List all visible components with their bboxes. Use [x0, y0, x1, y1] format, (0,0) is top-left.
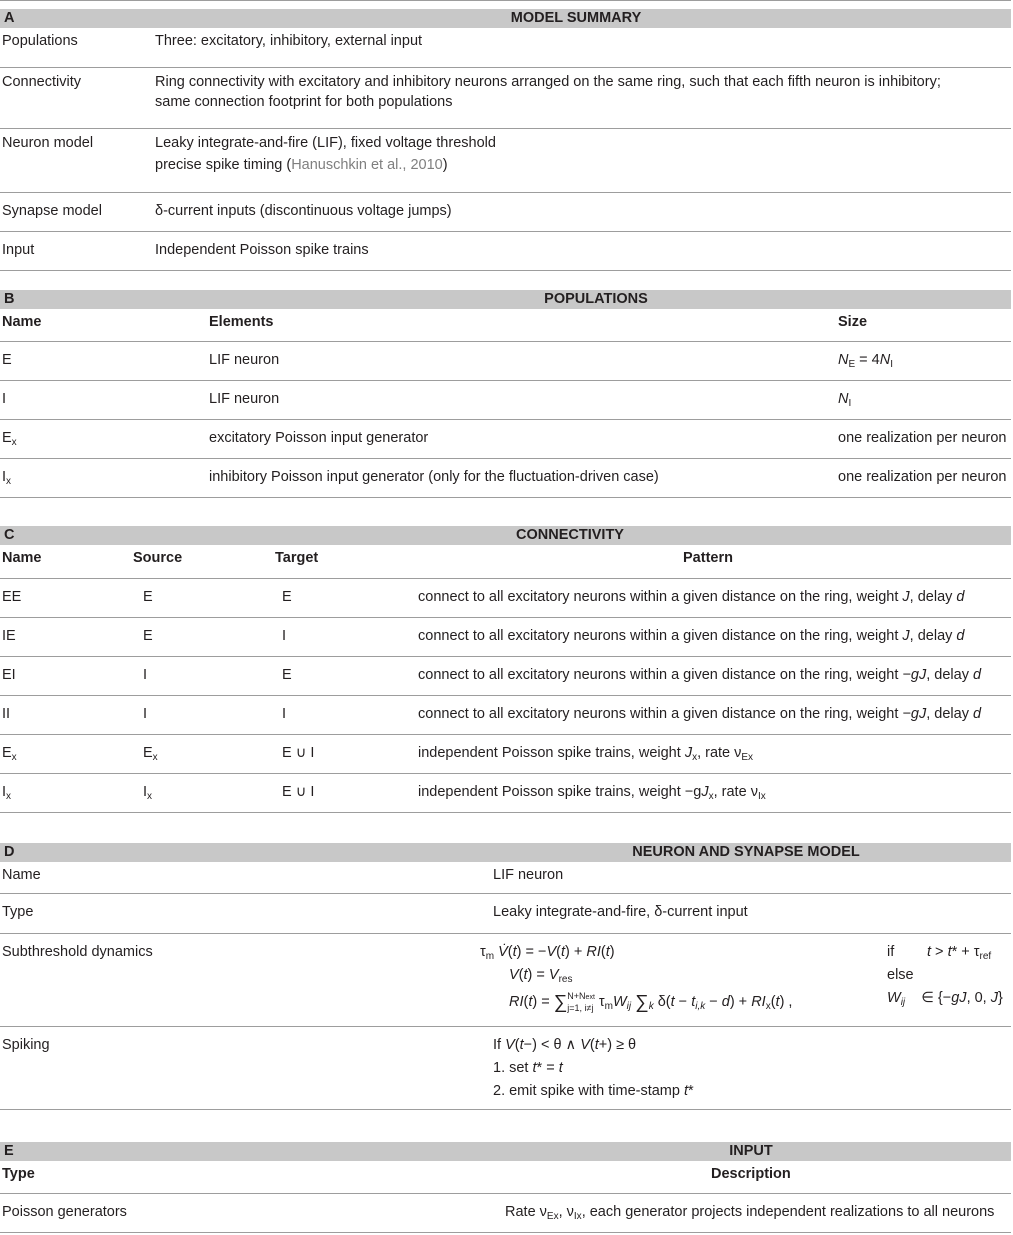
conn-source: E — [143, 628, 153, 644]
column-header: Name — [2, 550, 42, 566]
row-label: Type — [2, 904, 34, 920]
section-header — [0, 9, 1011, 28]
section-populations — [0, 290, 1011, 498]
table-row — [0, 459, 1011, 498]
conn-name: II — [2, 706, 11, 722]
table-row — [0, 420, 1011, 459]
row-label: Name — [2, 867, 41, 883]
row-value — [155, 157, 448, 173]
table-header-row — [0, 545, 1011, 579]
condition-expression: $t > t* + \tau_{ref}$ — [927, 944, 992, 962]
row-label: Populations — [2, 33, 78, 49]
section-input — [0, 1142, 1011, 1233]
column-header: Name — [2, 314, 42, 330]
pop-size: $N_I$ — [838, 391, 852, 409]
pop-elements: LIF neuron — [209, 352, 280, 368]
section-neuron-synapse-model — [0, 843, 1011, 1110]
conn-source: I — [143, 706, 148, 722]
section-title: POPULATIONS — [544, 291, 648, 307]
section-letter: E — [4, 1143, 14, 1159]
row-value: Three: excitatory, inhibitory, external input — [155, 33, 423, 49]
conn-target: E — [282, 667, 292, 683]
section-header — [0, 290, 1011, 309]
input-type: Poisson generators — [2, 1204, 127, 1220]
section-header — [0, 843, 1011, 862]
conn-name: EI — [2, 667, 16, 683]
conn-source: I — [143, 667, 148, 683]
conn-pattern: independent Poisson spike trains, weight $-gJ_x$, rate $\nu_{Ix}$ — [418, 784, 766, 802]
citation-link[interactable]: Hanuschkin et al., 2010 — [291, 157, 443, 173]
table-row — [0, 342, 1011, 381]
conn-pattern: connect to all excitatory neurons within a given distance on the ring, weight J, delay d — [418, 589, 965, 605]
conn-pattern: connect to all excitatory neurons within a given distance on the ring, weight J, delay d — [418, 628, 965, 644]
weight-set: $W_{ij}$ ∈ {−gJ, 0, J} — [887, 990, 1003, 1008]
conn-target: E ∪ I — [282, 745, 315, 761]
table-row — [0, 657, 1011, 696]
table-row — [0, 579, 1011, 618]
row-value: same connection footprint for both populations — [155, 94, 453, 110]
table-row — [0, 862, 1011, 894]
equation-input-current: RI(t) = ∑ N+Next j=1, i≠j $\tau_mW_{ij}$ $\sum_k$ $\delta(t - t_{i,k} - d) + RI_x(t)$ , — [509, 991, 793, 1014]
conn-name: EE — [2, 589, 22, 605]
table-row — [0, 193, 1011, 232]
column-header: Elements — [209, 314, 274, 330]
table-row — [0, 696, 1011, 735]
column-header: Type — [2, 1166, 35, 1182]
equation-dynamics: $\tau_m$ V̇(t) = −V(t) + RI(t) — [480, 944, 615, 962]
input-description: Rate $\nu_{Ex}$, $\nu_{Ix}$, each generator projects independent realizations to all neurons — [505, 1204, 995, 1222]
conn-target: E ∪ I — [282, 784, 315, 800]
table-row — [0, 68, 1011, 129]
equation-reset: $V(t) = V_{res}$ — [509, 967, 573, 985]
conn-target: I — [282, 706, 287, 722]
conn-name: IE — [2, 628, 16, 644]
section-letter: A — [4, 10, 15, 26]
section-title: NEURON AND SYNAPSE MODEL — [632, 844, 860, 860]
spike-condition: If V(t−) < θ ∧ V(t+) ≥ θ — [493, 1037, 637, 1053]
pop-elements: excitatory Poisson input generator — [209, 430, 429, 446]
table-row — [0, 1027, 1011, 1110]
column-header: Source — [133, 550, 183, 566]
column-header: Target — [275, 550, 319, 566]
pop-size: $N_E = 4N_I$ — [838, 352, 894, 370]
table-row — [0, 894, 1011, 934]
table-header-row — [0, 1161, 1011, 1194]
table-row — [0, 1194, 1011, 1233]
section-connectivity — [0, 526, 1011, 813]
column-header: Pattern — [683, 550, 733, 566]
table-row — [0, 129, 1011, 193]
section-header — [0, 1142, 1011, 1161]
spike-step-1: 1. set t* = t — [493, 1060, 563, 1076]
conn-pattern: independent Poisson spike trains, weight $J_x$, rate $\nu_{Ex}$ — [418, 745, 754, 763]
table-row — [0, 232, 1011, 271]
table-row — [0, 735, 1011, 774]
section-title: INPUT — [729, 1143, 773, 1159]
row-label: Input — [2, 242, 35, 258]
condition-if: if — [887, 944, 895, 960]
spike-step-2: 2. emit spike with time-stamp t* — [493, 1083, 694, 1099]
row-value: δ-current inputs (discontinuous voltage jumps) — [155, 203, 452, 219]
table-row — [0, 618, 1011, 657]
table-row — [0, 934, 1011, 1027]
row-label: Neuron model — [2, 135, 94, 151]
conn-name: $E_x$ — [2, 745, 17, 763]
section-title: MODEL SUMMARY — [510, 10, 642, 26]
column-header: Description — [711, 1166, 791, 1182]
pop-name: $E_x$ — [2, 430, 17, 448]
row-value: Leaky integrate-and-fire (LIF), fixed voltage threshold — [155, 135, 496, 151]
section-title: CONNECTIVITY — [516, 527, 624, 543]
conn-target: I — [282, 628, 287, 644]
pop-elements: inhibitory Poisson input generator (only for the fluctuation-driven case) — [209, 469, 659, 485]
row-label: Connectivity — [2, 74, 81, 90]
column-header: Size — [838, 314, 868, 330]
row-value: LIF neuron — [493, 867, 564, 883]
row-label: Synapse model — [2, 203, 102, 219]
pop-size: one realization per neuron — [838, 469, 1007, 485]
pop-name: I — [2, 391, 7, 407]
row-label: Spiking — [2, 1037, 50, 1053]
pop-size: one realization per neuron — [838, 430, 1007, 446]
pop-elements: LIF neuron — [209, 391, 280, 407]
conn-name: $I_x$ — [2, 784, 12, 802]
section-letter: C — [4, 527, 15, 543]
conn-source: E — [143, 589, 153, 605]
table-row — [0, 28, 1011, 68]
table-row — [0, 381, 1011, 420]
value-text: precise spike timing ( — [155, 157, 292, 173]
top-rule — [0, 0, 1011, 1]
table-header-row — [0, 309, 1011, 342]
section-letter: B — [4, 291, 15, 307]
section-model-summary — [0, 9, 1011, 271]
conn-source: $E_x$ — [143, 745, 158, 763]
pop-name: $I_x$ — [2, 469, 12, 487]
row-value: Leaky integrate-and-fire, δ-current input — [493, 904, 748, 920]
pop-name: E — [2, 352, 12, 368]
value-text: ) — [442, 157, 448, 173]
section-header — [0, 526, 1011, 545]
conn-target: E — [282, 589, 292, 605]
conn-pattern: connect to all excitatory neurons within a given distance on the ring, weight −gJ, delay d — [418, 706, 982, 722]
conn-pattern: connect to all excitatory neurons within a given distance on the ring, weight −gJ, delay d — [418, 667, 982, 683]
conn-source: $I_x$ — [143, 784, 153, 802]
row-value: Independent Poisson spike trains — [155, 242, 369, 258]
section-letter: D — [4, 844, 15, 860]
row-label: Subthreshold dynamics — [2, 944, 153, 960]
condition-else: else — [887, 967, 914, 983]
connectivity-rows — [0, 579, 1011, 813]
table-row — [0, 774, 1011, 813]
row-value: Ring connectivity with excitatory and inhibitory neurons arranged on the same ring, such that each fifth neuron is inhibitory; — [155, 74, 941, 90]
